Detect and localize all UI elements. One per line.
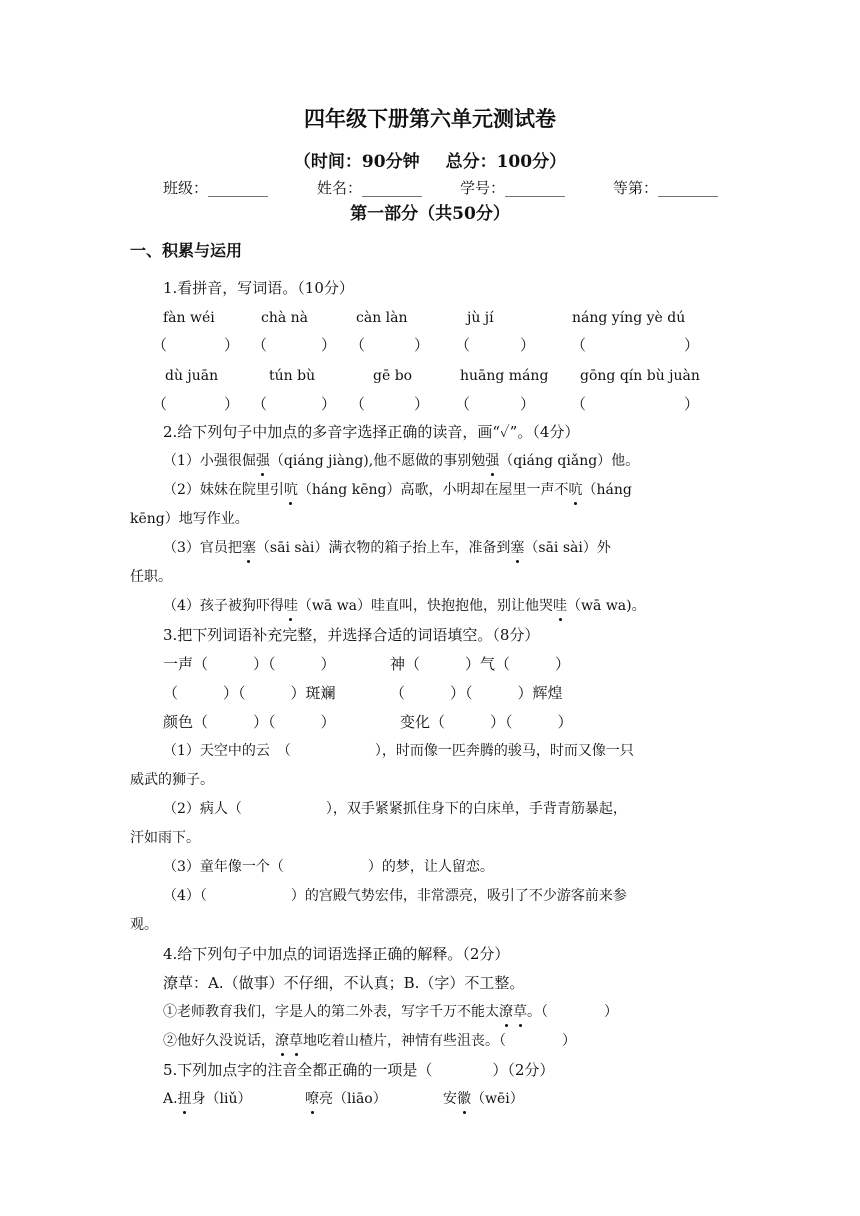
idiom-blank: （ ）（ ）辉煌	[390, 684, 563, 702]
pinyin-item: gōng qín bù juàn	[580, 368, 700, 384]
pinyin-item: gē bo	[373, 368, 413, 384]
answer-paren-close: ）	[684, 336, 700, 354]
question-4-item: ①老师教育我们，字是人的第二外表，写字千万不能太潦草。（ ）	[163, 1001, 618, 1023]
answer-paren-close: ）	[414, 336, 430, 354]
pinyin-item: tún bù	[269, 368, 316, 384]
idiom-blank: 神（ ）气（ ）	[390, 655, 571, 673]
answer-paren-close: ）	[321, 336, 337, 354]
dotted-char: 吭	[284, 479, 298, 501]
pinyin-item: fàn wéi	[163, 310, 215, 326]
section-heading: 一、积累与运用	[130, 241, 243, 260]
fill-sentence: （3）童年像一个（ ）的梦，让人留恋。	[163, 859, 494, 875]
idiom-blank: （ ）（ ）斑斓	[163, 684, 336, 702]
answer-paren-open: （	[252, 395, 268, 413]
pinyin-item: chà nà	[261, 310, 309, 326]
question-4-item: ②他好久没说话，潦草地吃着山楂片，神情有些沮丧。（ ）	[163, 1030, 576, 1052]
answer-paren-close: ）	[224, 395, 240, 413]
question-5-stem: 5.下列加点字的注音全都正确的一项是（ ）（2分）	[163, 1061, 555, 1079]
fill-sentence-continuation: 汗如雨下。	[130, 830, 200, 846]
dotted-char: 哇	[284, 595, 298, 617]
pinyin-item: huāng máng	[460, 368, 549, 384]
pinyin-item: jù jí	[467, 310, 494, 326]
answer-paren-open: （	[571, 336, 587, 354]
question-3-stem: 3.把下列词语补充完整，并选择合适的词语填空。（8分）	[163, 626, 540, 644]
pinyin-item: càn làn	[356, 310, 408, 326]
answer-paren-close: ）	[520, 336, 536, 354]
idiom-blank: 一声（ ）（ ）	[163, 655, 336, 673]
answer-paren-open: （	[350, 395, 366, 413]
answer-paren-close: ）	[321, 395, 337, 413]
fill-sentence: （2）病人（ ），双手紧紧抓住身下的白床单，手背青筋暴起，	[163, 801, 627, 817]
dotted-char: 嘹	[305, 1088, 319, 1110]
answer-paren-close: ）	[414, 395, 430, 413]
dotted-char: 草	[289, 1030, 303, 1052]
question-1-stem: 1.看拼音，写词语。（10分）	[163, 279, 354, 297]
question-2-sentence: （3）官员把塞（sāi sài）满衣物的箱子抬上车，准备到塞（sāi sài）外	[163, 537, 611, 559]
dotted-char: 徽	[457, 1088, 471, 1110]
question-2-stem: 2.给下列句子中加点的多音字选择正确的读音，画“✓”。（4分）	[163, 423, 580, 441]
part-heading: 第一部分（共50分）	[350, 204, 510, 224]
class-field: 班级：________	[163, 179, 269, 197]
fill-sentence: （1）天空中的云 （ ），时而像一匹奔腾的骏马，时而又像一只	[163, 743, 634, 759]
answer-paren-open: （	[252, 336, 268, 354]
option-a-item: 嘹亮（liāo）	[305, 1088, 387, 1110]
answer-paren-open: （	[455, 395, 471, 413]
question-2-sentence: （4）孩子被狗吓得哇（wā wa）哇直叫，快抱抱他，别让他哭哇（wā wa)。	[163, 595, 646, 617]
option-a: A.扭身（liǔ）	[163, 1088, 252, 1110]
fill-sentence-continuation: 威武的狮子。	[130, 772, 214, 788]
time-limit: （时间：90分钟	[293, 152, 420, 172]
name-field: 姓名：________	[317, 179, 423, 197]
dotted-char: 塞	[510, 537, 524, 559]
dotted-char: 强	[256, 450, 270, 472]
fill-sentence-continuation: 观。	[130, 917, 158, 933]
answer-paren-close: ）	[224, 336, 240, 354]
dotted-char: 潦	[499, 1001, 513, 1023]
student-id-field: 学号：________	[460, 179, 566, 197]
word-definition: 潦草：A.（做事）不仔细，不认真；B.（字）不工整。	[163, 974, 525, 992]
dotted-char: 哇	[553, 595, 567, 617]
dotted-char: 草	[513, 1001, 527, 1023]
option-a-item: 安徽（wēi）	[443, 1088, 524, 1110]
dotted-char: 强	[485, 450, 499, 472]
answer-paren-open: （	[152, 336, 168, 354]
question-4-stem: 4.给下列句子中加点的词语选择正确的解释。（2分）	[163, 945, 510, 963]
dotted-char: 扭	[178, 1088, 192, 1110]
answer-paren-open: （	[152, 395, 168, 413]
fill-sentence: （4）（ ）的宫殿气势宏伟，非常漂亮，吸引了不少游客前来参	[163, 888, 627, 904]
answer-paren-open: （	[455, 336, 471, 354]
pinyin-item: náng yíng yè dú	[572, 310, 686, 326]
answer-paren-open: （	[571, 395, 587, 413]
dotted-char: 潦	[275, 1030, 289, 1052]
answer-paren-open: （	[350, 336, 366, 354]
pinyin-item: dù juān	[165, 368, 219, 384]
dotted-char: 吭	[568, 479, 582, 501]
answer-paren-close: ）	[684, 395, 700, 413]
question-2-continuation: kēng）地写作业。	[130, 511, 249, 527]
answer-paren-close: ）	[520, 395, 536, 413]
question-2-sentence: （2）妹妹在院里引吭（háng kēng）高歌，小明却在屋里一声不吭（háng	[163, 479, 632, 501]
exam-subtitle	[0, 149, 860, 175]
page-title: 四年级下册第六单元测试卷	[304, 106, 556, 131]
idiom-blank: 颜色（ ）（ ）	[163, 713, 336, 731]
question-2-sentence: （1）小强很倔强（qiáng jiàng),他不愿做的事别勉强（qiáng qiǎng）他。	[163, 450, 639, 472]
idiom-blank: 变化（ ）（ ）	[400, 713, 573, 731]
question-2-continuation: 任职。	[130, 569, 172, 585]
grade-field: 等第：________	[613, 179, 719, 197]
total-score: 总分：100分）	[445, 152, 567, 172]
dotted-char: 塞	[242, 537, 256, 559]
